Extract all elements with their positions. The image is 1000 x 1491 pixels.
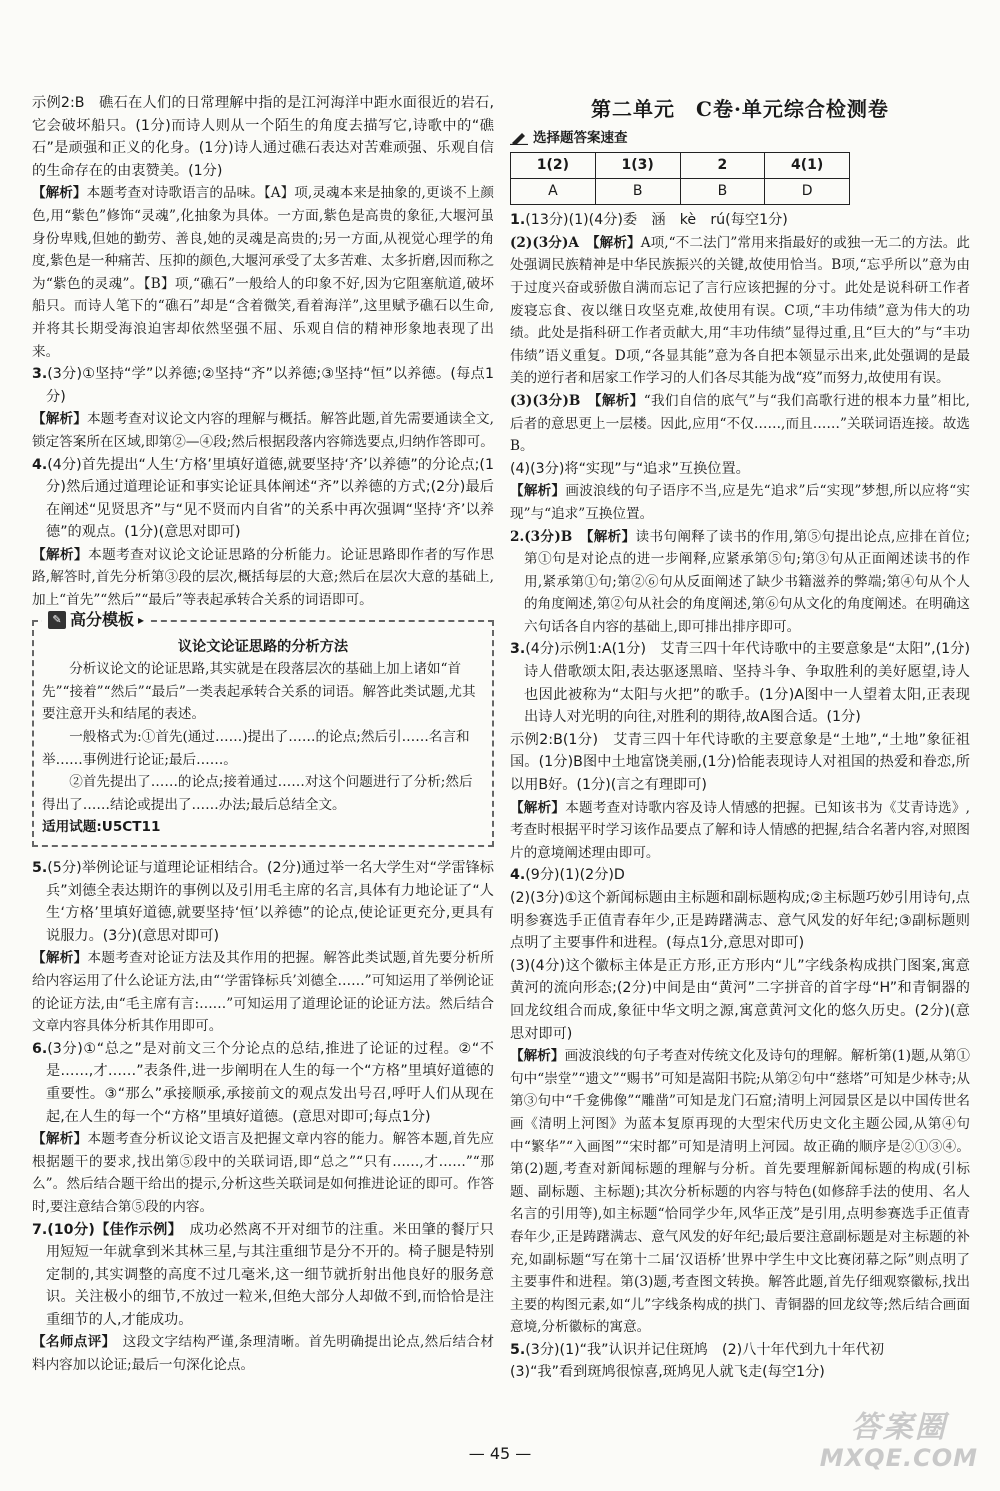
q4-analysis: 【解析】本题考查对议论文论证思路的分析能力。论证思路即作者的写作思路,解答时,首先分析第③段的层次,概括每层的大意;然后在层次大意的基础上,加上“首先”“然后”“最后”等表起承转合关系的词语即可。 xyxy=(32,546,495,609)
q2-analysis: 【解析】本题考查对诗歌语言的品味。【A】项,灵魂本来是抽象的,更谈不上颜色,用“紫色”修饰“灵魂”,化抽象为具体。一方面,紫色是高贵的象征,大堰河虽身份卑贱,但她的勤劳、善良,她的灵魂是高贵的;另一方面,从视觉心理学的角度,紫色是一种痛苦、压抑的颜色,大堰河承受了太多苦难、太多折磨,因而称之为“紫色的灵魂”。【B】项,“礁石”一般给人的印象不好,因为它阻塞航道,破坏船只。而诗人笔下的“礁石”却是“含着微笑,看着海洋”,这里赋予礁石以生命,并将其长期受海浪迫害却依然坚强不屈、乐观自信的精神形象地表现了出来。 xyxy=(32,185,494,360)
right-column xyxy=(510,92,970,1384)
arrow-icon: ▸ xyxy=(138,612,145,627)
answer-table-row xyxy=(511,179,850,205)
table-header-cell: 1(2) xyxy=(511,153,596,179)
r-q4-answer: 4.(9分)(1)(2分)D xyxy=(510,867,625,884)
q3-answer: 3.(3分)①坚持“学”以养德;②坚持“齐”以养德;③坚持“恒”以养德。(每点1分) xyxy=(32,366,494,405)
q4-answer: 4.(4分)首先提出“人生‘方格’里填好道德,就要坚持‘齐’以养德”的分论点;(1分)然后通过道理论证和事实论证具体阐述“齐”以养德的方式;(2分)最后在阐述“见贤思齐”与“见不贤而内自省”的关系中再次强调“坚持‘齐’以养德”的观点。(1分)(意思对即可) xyxy=(32,456,494,541)
r-q5-answer: 5.(3分)(1)“我”认识并记住斑鸠 (2)八十年代到九十年代初 xyxy=(510,1341,885,1358)
r-q1-answer: 1.(13分)(1)(4分)委 涵 kè rú(每空1分) xyxy=(510,212,788,229)
template-p2: 一般格式为:①首先(通过……)提出了……的论点;然后引……名言和举……事例进行论证;最后……。 xyxy=(42,729,470,768)
r-q1-2: (2)(3分)A 【解析】A项,“不二法门”常用来指最好的或独一无二的方法。此处强调民族精神是中华民族振兴的关键,故使用恰当。B项,“忘乎所以”意为由于过度兴奋或骄傲自满而忘记了言行应该把握的分寸。此处是说科研工作者废寝忘食、夜以继日攻坚克难,故使用有误。C项,“丰功伟绩”意为伟大的功绩。此处是指科研工作者贡献大,用“丰功伟绩”显得过重,且“巨大的”与“丰功伟绩”语义重复。D项,“各显其能”意为各自把本领显示出来,此处强调的是最美的逆行者和居家工作学习的人们各尽其能为战“疫”而努力,故使用有误。 xyxy=(510,234,970,387)
answer-table-header-row xyxy=(511,153,850,179)
r-q1-4: (4)(3分)将“实现”与“追求”互换位置。 xyxy=(510,460,750,477)
table-header-cell: 1(3) xyxy=(595,153,680,179)
r-q2-answer: 2.(3分)B 【解析】读书句阐释了读书的作用,第⑤句提出论点,应排在首位;第①句是对论点的进一步阐释,应紧承第⑤句;第③句从正面阐述读书的作用,紧承第①句;第②⑥句从反面阐述了缺少书籍滋养的弊端;第④句从个人的角度阐述,第②句从社会的角度阐述,第⑥句从文化的角度阐述。在明确这六句话各自内容的基础上,即可排出排序即可。 xyxy=(510,528,970,635)
r-q4-3: (3)(4分)这个徽标主体是正方形,正方形内“儿”字线条构成拱门图案,寓意黄河的流向形态;(2分)中间是由“黄河”二字拼音的首字母“H”和青铜器的回龙纹组合而成,象征中华文明之源,寓意黄河文化的悠久历史。(2分)(意思对即可) xyxy=(510,957,970,1042)
q2-example2: 示例2:B 礁石在人们的日常理解中指的是江河海洋中距水面很近的岩石,它会破坏船只。(1分)而诗人则从一个陌生的角度去描写它,诗歌中的“礁石”是顽强和正义的化身。(1分)诗人通过礁石表达对苦难顽强、乐观自信的生命存在的由衷赞美。(1分) xyxy=(32,95,494,179)
r-q5-3: (3)“我”看到斑鸠很惊喜,斑鸠见人就飞走(每空1分) xyxy=(510,1364,825,1381)
r-q3-analysis: 【解析】本题考查对诗歌内容及诗人情感的把握。已知该书为《艾青诗选》,考查时根据平时学习该作品要点了解和诗人情感的把握,结合名著内容,对照图片的意境阐述理由即可。 xyxy=(510,799,970,861)
template-p3: ②首先提出了……的论点;接着通过……对这个问题进行了分析;然后得出了……结论或提出了……办法;最后总结全文。 xyxy=(42,774,473,813)
watermark-sub: MXQE.COM xyxy=(819,1444,978,1472)
watermark-logo xyxy=(819,1410,978,1473)
r-q3-example2: 示例2:B(1分) 艾青三四十年代诗歌的主要意象是“土地”,“土地”象征祖国。(1分)B图中土地富饶美丽,(1分)恰能表现诗人对祖国的热爱和眷恋,所以用B好。(1分)(言之有理即可) xyxy=(510,731,970,794)
table-answer-cell: A xyxy=(511,179,596,205)
unit-title: 第二单元 C卷·单元综合检测卷 xyxy=(591,97,889,121)
table-answer-cell: B xyxy=(595,179,680,205)
q5-answer: 5.(5分)举例论证与道理论证相结合。(2分)通过举一名大学生对“学雷锋标兵”刘德全表达期许的事例以及引用毛主席的名言,具体有力地论证了“人生‘方格’里填好道德,就要坚持‘恒’以养德”的论点,使论证更充分,更具有说服力。(3分)(意思对即可) xyxy=(32,860,494,944)
r-q1-4-analysis: 【解析】画波浪线的句子语序不当,应是先“追求”后“实现”梦想,所以应将“实现”与“追求”互换位置。 xyxy=(510,483,971,522)
table-answer-cell: B xyxy=(680,179,765,205)
q7-comment: 【名师点评】 这段文字结构严谨,条理清晰。首先明确提出论点,然后结合材料内容加以论证;最后一句深化论点。 xyxy=(32,1334,495,1374)
q6-answer: 6.(3分)①“总之”是对前文三个分论点的总结,推进了论证的过程。②“不是……,才……”表条件,进一步阐明在人生的每一个“方格”里填好道德的重要性。③“那么”承接顺承,承接前文的观点发出号召,呼吁人们从现在起,在人生的每一个“方格”里填好道德。(意思对即可;每点1分) xyxy=(32,1040,494,1125)
q6-analysis: 【解析】本题考查分析议论文语言及把握文章内容的能力。解答本题,首先应根据题干的要求,找出第⑤段中的关联词语,即“总之”“只有……,才……”“那么”。然后结合题干给出的提示,分析这些关联词是如何推进论证的即可。作答时,要注意结合第⑤段的内容。 xyxy=(32,1131,494,1215)
book-icon: ✎ xyxy=(48,611,66,629)
q3-analysis: 【解析】本题考查对议论文内容的理解与概括。解答此题,首先需要通读全文,锁定答案所在区域,即第②—④段;然后根据段落内容筛选要点,归纳作答即可。 xyxy=(32,411,495,450)
template-apply: 适用试题:U5CT11 xyxy=(42,819,161,836)
template-title: 议论文论证思路的分析方法 xyxy=(177,638,349,655)
table-header-cell: 2 xyxy=(680,153,765,179)
table-header-cell: 4(1) xyxy=(765,153,850,179)
r-q3-answer: 3.(4分)示例1:A(1分) 艾青三四十年代诗歌中的主要意象是“太阳”,(1分)诗人借歌颂太阳,表达驱逐黑暗、坚持斗争、争取胜利的美好愿望,诗人也因此被称为“太阳与火把”的歌手。(1分)A图中一人望着太阳,正表现出诗人对光明的向往,对胜利的期待,故A图合适。(1分) xyxy=(510,641,970,726)
table-answer-cell: D xyxy=(765,179,850,205)
page-number: — 45 — xyxy=(468,1444,532,1463)
r-q4-analysis: 【解析】画波浪线的句子考查对传统文化及诗句的理解。解析第(1)题,从第①句中“崇堂”“遗文”“赐书”可知是嵩阳书院;从第②句中“慈塔”可知是少林寺;从第③句中“千龛佛像”“雕凿”可知是龙门石窟;清明上河园景区是以中国传世名画《清明上河图》为蓝本复原再现的大型宋代历史文化主题公园,从第④句中“繁华”“入画图”“宋时都”可知是清明上河园。故正确的顺序是②①③④。第(2)题,考查对新闻标题的理解与分析。首先要理解新闻标题的构成(引标题、副标题、主标题);其次分析标题的内容与特色(如修辞手法的使用、名人名言的引用等),如主标题“恰同学少年,风华正茂”是引用,点明参赛选手正值青春年少,正是踌躇满志、意气风发的好年纪;最后要注意副标题是对主标题的补充,如副标题“写在第十二届‘汉语桥’世界中学生中文比赛闭幕之际”则点明了主要事件和进程。第(3)题,考查图文转换。解答此题,首先仔细观察徽标,找出主要的构图元素,如“儿”字线条构成的拱门、青铜器的回龙纹等;然后结合画面意境,分析徽标的寓意。 xyxy=(510,1048,971,1336)
quick-answer-header: 选择题答案速查 xyxy=(510,127,970,150)
q7-answer: 7.(10分)【佳作示例】 成功必然离不开对细节的注重。米田肇的餐厅只用短短一年就拿到米其林三星,与其注重细节是分不开的。椅子腿是特别定制的,其实调整的高度不过几毫米,这一细节就折射出他良好的服务意识。关注极小的细节,不放过一粒米,但绝大部分人却做不到,而恰恰是注重细节的人,才能成功。 xyxy=(32,1221,494,1328)
watermark-main: 答案圈 xyxy=(850,1410,947,1445)
template-p1: 分析议论文的论证思路,其实就是在段落层次的基础上加上诸如“首先”“接着”“然后”“最后”一类表起承转合关系的词语。解答此类试题,尤其要注意开头和结尾的表述。 xyxy=(42,661,476,723)
left-column xyxy=(32,92,494,1377)
r-q4-2: (2)(3分)①这个新闻标题由主标题和副标题构成;②主标题巧妙引用诗句,点明参赛选手正值青春年少,正是踌躇满志、意气风发的好年纪;③副标题则点明了主要事件和进程。(每点1分,意思对即可) xyxy=(510,890,970,952)
answer-table xyxy=(510,152,850,205)
r-q1-3: (3)(3分)B 【解析】“我们自信的底气”与“我们高歌行进的根本力量”相比,后者的意思更上一层楼。因此,应用“不仅……,而且……”关联词语连接。故选B。 xyxy=(510,392,970,455)
template-tag: ✎ 高分模板 ▸ xyxy=(42,609,150,632)
pen-icon xyxy=(510,131,528,145)
q5-analysis: 【解析】本题考查对论证方法及其作用的把握。解答此类试题,首先要分析所给内容运用了什么论证方法,由“‘学雷锋标兵’刘德全……”可知运用了举例论证的论证方法,由“毛主席有言:……”可知运用了道理论证的论证方法。然后结合文章内容具体分析其作用即可。 xyxy=(32,950,494,1035)
template-box xyxy=(32,609,494,847)
